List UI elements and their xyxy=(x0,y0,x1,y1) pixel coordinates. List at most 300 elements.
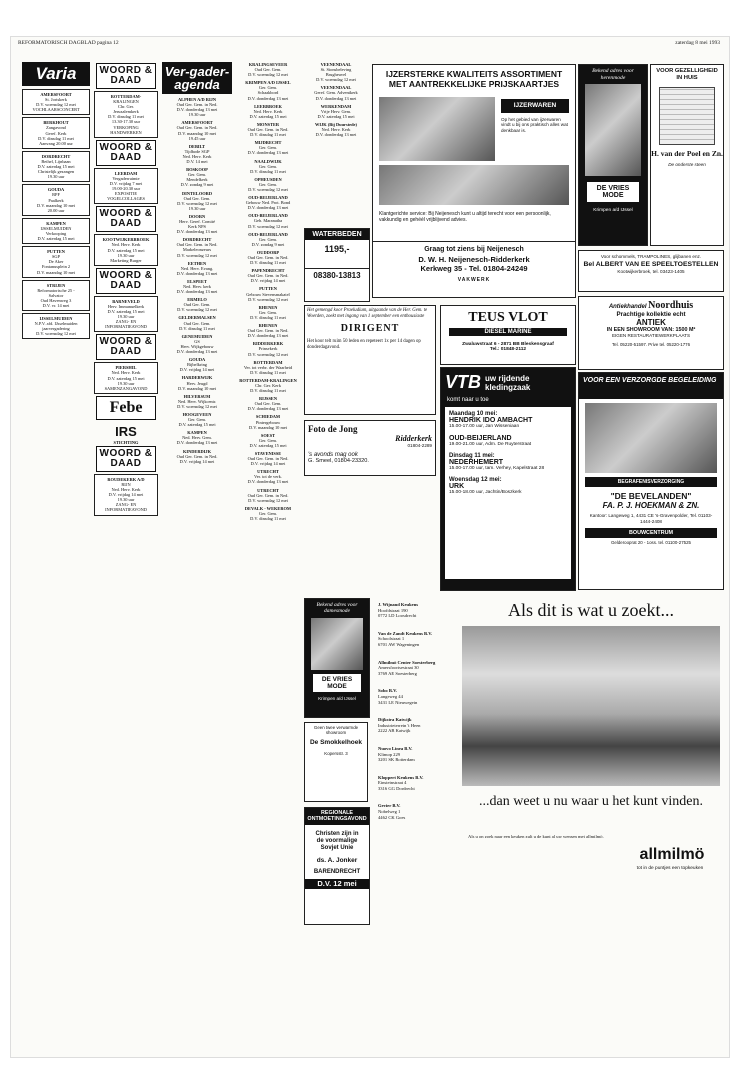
entry-line: St. Sionsbeleving xyxy=(320,67,352,73)
entry-line: D.V. donderdag 13 mei xyxy=(176,229,218,235)
begraaf-firm: FA. P. J. HOEKMAN & ZN. xyxy=(602,501,700,510)
woord-daad-logo: WOORD & DAAD xyxy=(96,334,156,360)
begraaf-photo xyxy=(585,403,717,473)
entry-line: D.V. woensdag 12 mei xyxy=(177,200,217,206)
vakwerk-logo: VAKWERK xyxy=(457,277,491,283)
entry-head: PUTTEN xyxy=(47,249,65,255)
dealer-name: J. Wijnand Keukens xyxy=(378,602,419,607)
vtb-title: uw rijdende kledingzaak xyxy=(485,373,531,392)
dirigent-role: DIRIGENT xyxy=(340,323,400,335)
entry-head: GOUDA xyxy=(188,357,206,363)
dealer-entry xyxy=(378,688,452,705)
teus-phone: Tel.: 01848-2112 xyxy=(489,347,527,352)
entry-line: D.V. donderdag 13 mei xyxy=(247,406,289,412)
entry-line: D.V. zaterdag 15 mei xyxy=(37,236,75,242)
entry-line: Oud Havenweg 3 xyxy=(40,297,72,303)
vtb-stop-place: NEDERHEMERT xyxy=(449,459,504,466)
entry-line: Tijdbode SGP xyxy=(184,148,210,154)
allmilmo-tagline: ...dan weet u nu waar u het kunt vinden. xyxy=(479,794,703,809)
entry-line: N.P.V. afd. IJsselmuiden xyxy=(34,321,78,327)
entry-head: DOORN xyxy=(188,213,206,219)
vtb-ad xyxy=(440,367,576,591)
dealer-entry xyxy=(378,746,452,763)
block-line: Ned. Herv. Kerk xyxy=(111,487,141,493)
stove-illustration xyxy=(659,87,715,145)
entry-head: ERMELO xyxy=(187,297,207,303)
noordhuis-line1: Prachtige kollektie echt xyxy=(616,311,686,318)
entry-head: WIJK (Bij Duurstede) xyxy=(315,121,357,127)
agenda-entry xyxy=(304,122,368,137)
noordhuis-line2: ANTIEK xyxy=(636,318,666,327)
agenda-entry xyxy=(162,97,232,117)
entry-head: HARDERWIJK xyxy=(181,375,213,381)
entry-line: D.V. woensdag 12 mei xyxy=(248,72,288,78)
dealer-name: Kloppert Keukens B.V. xyxy=(378,774,424,780)
entry-line: D.V. woensdag 12 mei xyxy=(248,497,288,503)
vtb-stop-time: 15.00-18.00 uur, Jachtin/Boszkerk xyxy=(449,490,522,495)
agenda-entry xyxy=(236,177,300,192)
entry-head: KRIMPEN A/D IJSSEL xyxy=(245,80,291,86)
vtb-stop-time: 15.00-17.00 uur, Jan Wisseniaan xyxy=(449,424,520,429)
dealer-address: Nobelweg 1 xyxy=(378,809,401,815)
block-line: RIJN xyxy=(121,482,131,487)
smokkelhoek-ad xyxy=(304,722,368,802)
entry-line: Oud Ger. Gem. in Ned. xyxy=(247,328,289,334)
ijzer-photo-2 xyxy=(379,165,569,205)
regionale-place: BARENDRECHT xyxy=(313,868,361,875)
agenda-entry xyxy=(304,62,368,82)
noordhuis-name: Noordhuis xyxy=(648,300,694,311)
entry-head: DINTELOORD xyxy=(181,190,212,196)
entry-line: Herv. Jeugd xyxy=(186,380,208,386)
dealer-list xyxy=(378,602,452,832)
entry-head: GENEMUIDEN xyxy=(181,333,213,339)
agenda-entry xyxy=(22,117,90,148)
agenda-entry xyxy=(162,430,232,445)
entry-line: D.V. woensdag 12 mei xyxy=(248,296,288,302)
agenda-entry xyxy=(236,195,300,210)
entry-line: Paalkerk xyxy=(48,197,64,203)
entry-head: RIDDERKERK xyxy=(252,341,284,347)
damesmode-photo xyxy=(311,618,363,670)
entry-head: BOSKOOP xyxy=(186,167,208,173)
regionale-line-1: de voormalige xyxy=(316,838,358,845)
dealer-name: Nuovo Linea B.V. xyxy=(378,745,413,751)
entry-line: Pintergebouw xyxy=(255,419,281,425)
block-line: D.V. zaterdag 15 mei xyxy=(107,308,145,314)
agenda-entry xyxy=(236,305,300,320)
agenda-entry xyxy=(236,414,300,429)
agenda-entry xyxy=(236,140,300,155)
entry-line: D.V. zaterdag 15 mei xyxy=(249,113,287,119)
entry-line: D.V. 14 mei xyxy=(186,159,208,165)
albert-van-ee-ad xyxy=(578,250,724,292)
entry-head: ALPHEN A/D RIJN xyxy=(177,97,217,102)
entry-head: OUD-BEIJERLAND xyxy=(248,213,288,219)
entry-line: Ver. tot verbr. der Waarheid xyxy=(243,364,293,370)
agenda-entry xyxy=(22,313,90,339)
agenda-column-2 xyxy=(236,62,300,1050)
entry-line: Ger. Gem. xyxy=(187,172,207,178)
entry-line: D.V. dinsdag 11 mei xyxy=(38,135,74,141)
block-line: INFORMATIEAVOND xyxy=(105,324,147,330)
vergader-title: Ver-gader-agenda xyxy=(162,62,232,94)
entry-line: D.V. woensdag 12 mei xyxy=(248,186,288,192)
entry-line: Oud Ger. Gem. in Ned. xyxy=(176,453,218,459)
foto-sub: Ridderkerk xyxy=(395,434,432,443)
vtb-stop-time: 15.00-17.00 uur, tam. Verhey, Kapelstraat 28 xyxy=(449,466,545,471)
entry-head: VEENENDAAL xyxy=(320,85,352,91)
entry-line: D.V. vrijdag 14 mei xyxy=(250,278,286,284)
entry-head: DORDRECHT xyxy=(182,237,212,243)
entry-line: D.V. donderdag 13 mei xyxy=(176,270,218,276)
entry-line: D.V. woensdag 12 mei xyxy=(177,307,217,313)
entry-head: PUTTEN xyxy=(259,286,277,292)
entry-line: Ned. Herv. Wijkcentr. xyxy=(177,398,217,404)
woord-daad-block xyxy=(94,362,158,393)
block-line: Ned. Herv. Kerk xyxy=(111,370,141,376)
waterbeden-phone: 08380-13813 xyxy=(305,268,369,280)
entry-line: D.V. donderdag 13 mei xyxy=(315,95,357,101)
woord-daad-block xyxy=(94,91,158,138)
entry-head: OUD-BEIJERLAND xyxy=(248,195,288,201)
vtb-stop-place: HENDRIK IDO AMBACHT xyxy=(449,417,533,424)
block-line: BARNEVELD xyxy=(112,298,140,304)
entry-line: Oud Ger. Gem. xyxy=(183,302,211,308)
entry-line: D.V. maandag 10 mei xyxy=(177,385,217,391)
entry-line: D.V. vr. 14 mei xyxy=(42,303,70,308)
block-line: Vergaderruimte xyxy=(112,175,140,181)
agenda-entry xyxy=(236,378,300,393)
entry-line: D.V. vrijdag 14 mei xyxy=(179,367,215,373)
entry-head: AMERSFOORT xyxy=(181,120,213,126)
entry-line: D.V. woensdag 12 mei xyxy=(248,223,288,229)
dealer-address: Industrieterrein 't Heen xyxy=(378,722,421,728)
agenda-entry xyxy=(236,360,300,375)
entry-line: Kerk NPS xyxy=(188,224,206,230)
entry-head: UTRECHT xyxy=(257,487,279,493)
herenmode-brand: DE VRIES MODE xyxy=(587,182,639,202)
smokkel-title: De Smokkelhoek xyxy=(309,739,363,747)
entry-line: Oud Ger. Gem. in Ned. xyxy=(247,273,289,279)
waterbeden-title: WATERBEDEN xyxy=(305,229,369,240)
entry-head: STAVENISSE xyxy=(254,451,282,456)
entry-line: D.V. donderdag 13 mei xyxy=(176,107,218,113)
entry-line: D.V. donderdag 13 mei xyxy=(176,289,218,295)
block-line: SAMENZANGAVOND xyxy=(104,385,148,391)
block-line: D.V. zaterdag 15 mei xyxy=(107,375,145,381)
entry-line: D.V. woensdag 12 mei xyxy=(36,102,76,108)
entry-line: St. Joriskerk xyxy=(45,97,67,103)
entry-line: Oud Ger. Gem. in Ned. xyxy=(247,492,289,498)
entry-line: Ger. Gem. xyxy=(258,510,278,516)
entry-line: Ger. Gem. xyxy=(258,181,278,187)
vtb-sub: komt naar u toe xyxy=(447,397,489,403)
entry-head: KRALINGSEVEER xyxy=(248,62,288,67)
agenda-entry xyxy=(236,506,300,521)
entry-line: D.V. zaterdag 15 mei xyxy=(249,442,287,448)
agenda-entry xyxy=(22,89,90,115)
entry-head: DEBILT xyxy=(188,143,206,149)
vergader-agenda-column xyxy=(162,62,232,1050)
dealer-name: Dijkstra Katwijk xyxy=(378,717,412,723)
allmilmo-logo: allmilmö xyxy=(639,846,705,863)
agenda-entry xyxy=(22,280,90,311)
entry-line: D.V. dinsdag 11 mei xyxy=(250,260,286,266)
dealer-entry xyxy=(378,602,452,619)
entry-line: 19.30 uur xyxy=(188,112,206,118)
entry-line: 20.00 uur xyxy=(47,207,65,213)
gezellig-sub: De onderste steen xyxy=(668,162,706,167)
begrafenis-ad xyxy=(578,372,724,590)
block-line: D.V. vrijdag 14 mei xyxy=(108,492,144,498)
entry-head: EETHEN xyxy=(187,260,207,266)
entry-head: UTRECHT xyxy=(257,469,279,475)
entry-line: Aanvang 20.00 uur xyxy=(39,140,73,146)
entry-head: RHENEN xyxy=(258,304,278,310)
entry-line: D.V. donderdag 13 mei xyxy=(315,132,357,138)
agenda-entry xyxy=(162,449,232,464)
entry-line: D.V. dinsdag 11 mei xyxy=(250,314,286,320)
entry-line: IJSSELMUIDEN xyxy=(40,225,72,231)
vtb-stop-day: Woensdag 12 mei: xyxy=(449,477,502,483)
entry-line: Herv. Geref. Comité xyxy=(179,218,215,224)
entry-line: D.V. donderdag 13 mei xyxy=(247,205,289,211)
entry-line: D.V. maandag 10 mei xyxy=(248,424,288,430)
agenda-entry xyxy=(236,122,300,137)
block-line: Herv. Immanuelkerk xyxy=(107,303,145,309)
entry-line: Bijbelkring xyxy=(186,362,207,368)
agenda-entry xyxy=(236,213,300,228)
entry-line: Ned. Herv. Kerk xyxy=(321,127,351,133)
ijzer-photo-1 xyxy=(379,97,495,161)
damesmode-title: Bekend adres voor damesmode xyxy=(316,602,358,615)
woord-daad-logo: WOORD & DAAD xyxy=(96,140,156,166)
neijenesch-head: Graag tot ziens bij Neijenesch xyxy=(424,246,524,253)
foto-name: G. Smeel, 01804-23320. xyxy=(308,458,369,464)
block-line: KRALINGEN xyxy=(113,99,139,105)
entry-head: DEVALK - WEKEROM xyxy=(244,505,292,511)
vtb-stop xyxy=(449,435,567,447)
entry-line: D.V. dinsdag 11 mei xyxy=(250,369,286,375)
dealer-name: Van de Zandt Keukens B.V. xyxy=(378,630,433,636)
entry-line: D.V. zaterdag 15 mei xyxy=(37,164,75,170)
entry-head: RIJSSEN xyxy=(258,396,278,402)
entry-line: D.V. zondag 9 mei xyxy=(180,182,214,188)
woord-daad-block xyxy=(94,168,158,205)
entry-line: Ger. Gem. xyxy=(258,85,278,91)
vtb-stop xyxy=(449,453,567,471)
entry-head: NAALDWIJK xyxy=(254,158,282,164)
block-line: KOOTWIJKERBROEK xyxy=(102,237,150,243)
vtb-stop-day: Maandag 10 mei: xyxy=(449,411,498,417)
gezellig-title: VOOR GEZELLIGHEID IN HUIS xyxy=(656,68,718,81)
entry-head: RHENEN xyxy=(258,323,278,329)
woord-daad-logo: WOORD & DAAD xyxy=(96,206,156,232)
entry-line: Oud Ger. Gem. xyxy=(183,195,211,201)
entry-line: Ger. Gem. xyxy=(258,145,278,151)
entry-line: Mendelkerk xyxy=(186,177,208,183)
waterbeden-ad xyxy=(304,228,370,302)
agenda-entry xyxy=(236,250,300,265)
entry-line: D.V. woensdag 12 mei xyxy=(177,403,217,409)
entry-line: Ger. Gem. xyxy=(258,163,278,169)
block-line: 19.30 uur xyxy=(117,314,135,320)
entry-line: D.V. maandag 10 mei xyxy=(177,130,217,136)
dealer-entry xyxy=(378,803,452,820)
agenda-entry xyxy=(162,297,232,312)
foto-line: 's avonds mag ook xyxy=(308,452,358,458)
block-line: 19.30 uur xyxy=(117,252,135,258)
ijzer-title: IJZERSTERKE KWALITEITS ASSORTIMENT MET AANTREKKELIJKE PRIJSKAARTJES xyxy=(385,69,563,89)
entry-line: Oud Ger. Gem. xyxy=(254,67,282,73)
agenda-entry xyxy=(162,334,232,354)
dealer-entry xyxy=(378,660,452,677)
block-line: Ned. Herv. Kerk xyxy=(111,242,141,248)
block-line: Jeruzalemkerk xyxy=(113,109,139,115)
albert-name: Bel ALBERT VAN EE SPEELTOESTELLEN xyxy=(583,261,719,268)
gezelligheid-ad xyxy=(650,64,724,246)
entry-line: Oud Ger. Gem. xyxy=(183,320,211,326)
agenda-entry xyxy=(22,246,90,277)
dealer-city: 3769 AE Soesterberg xyxy=(378,670,417,676)
noordhuis-lead: Antiekhandel xyxy=(608,304,647,310)
agenda-entry xyxy=(304,85,368,100)
kitchen-photo xyxy=(462,626,720,786)
foto-de-jong-ad xyxy=(304,420,436,476)
agenda-entry xyxy=(236,286,300,301)
dealer-address: Schoolstraat 1 xyxy=(378,636,405,642)
ijzer-text: Op het gebied van ijzerwaren vindt u bij ons praktisch alles wat denkbaar is. xyxy=(501,117,568,133)
dealer-name: Allmilmö Center Soesterberg xyxy=(378,659,436,665)
block-line: ZANG- EN xyxy=(115,319,137,325)
entry-line: Reformatorische 25 - xyxy=(37,287,75,293)
entry-line: D.V. donderdag 13 mei xyxy=(247,95,289,101)
waterbeden-price: 1195,- xyxy=(324,244,350,254)
entry-line: Oud Ger. Gem. xyxy=(254,401,282,407)
woord-daad-logo: WOORD & DAAD xyxy=(96,446,156,472)
entry-line: Gebouw Stevensmakatel xyxy=(246,291,290,297)
entry-line: D.V. maandag 10 mei xyxy=(36,269,76,275)
entry-line: D.V. dinsdag 11 mei xyxy=(250,132,286,138)
vtb-logo: VTB xyxy=(445,372,481,392)
agenda-entry xyxy=(236,232,300,247)
block-line: ROTTERDAM- xyxy=(110,94,142,99)
dealer-name: Gevier B.V. xyxy=(378,803,401,809)
albert-address: Kootwijkerbroek, tel. 03423-1405 xyxy=(617,268,685,274)
entry-head: MONSTER xyxy=(256,121,280,127)
irs-sub: STICHTING xyxy=(113,439,139,445)
dealer-entry xyxy=(378,775,452,792)
entry-head: GOUDA xyxy=(47,187,65,193)
entry-line: Ger. Gem. xyxy=(258,236,278,242)
woord-daad-logo: WOORD & DAAD xyxy=(96,63,156,89)
entry-line: Ned. Herv. Kerk xyxy=(253,108,283,114)
agenda-entry xyxy=(162,357,232,372)
damesmode-city: Krimpen a/d IJssel xyxy=(318,695,356,701)
woord-daad-column xyxy=(94,62,158,1050)
block-line: D.V. zaterdag 15 mei xyxy=(107,247,145,253)
entry-head: KAMPEN xyxy=(46,220,66,226)
irs-logo: IRS xyxy=(115,423,137,439)
dirigent-body: Het koor telt ruim 50 leden en repeteert 1x per 14 dagen op donderdagavond. xyxy=(307,339,421,350)
entry-head: SOEST xyxy=(260,432,276,438)
agenda-entry xyxy=(162,315,232,330)
dealer-address: Klimop 229 xyxy=(378,751,401,757)
regionale-date: D.V. 12 mei xyxy=(305,879,369,889)
entry-head: AMERSFOORT xyxy=(40,92,72,97)
block-line: PIERSHIL xyxy=(115,365,137,371)
vtb-stop xyxy=(449,477,567,495)
entry-line: D.V. vrijdag 14 mei xyxy=(179,458,215,464)
entry-line: D.V. woensdag 12 mei xyxy=(177,252,217,258)
vtb-stop xyxy=(449,411,567,429)
entry-line: 19.30 uur xyxy=(47,174,65,180)
entry-line: RPF xyxy=(52,192,60,198)
agenda-entry xyxy=(162,144,232,164)
entry-line: Geref. Kerk xyxy=(45,130,67,136)
ijzer-footer: Klantgerichte service: Bij Neijenesch kunt u altijd terecht voor een persoonlijk, vakkundig en gehéél vrijblijvend advies. xyxy=(379,211,551,223)
agenda-entry xyxy=(236,104,300,119)
entry-line: Geb. Maranatha xyxy=(253,218,283,224)
begraaf-foot2: Gelderooprat 20 - 1oss. tel. 01100-27525 xyxy=(611,540,691,546)
block-line: VERKOPING xyxy=(113,124,139,130)
entry-line: D.V. donderdag 13 mei xyxy=(176,349,218,355)
regionale-title: REGIONALE ONTMOETINGSAVOND xyxy=(305,808,369,825)
varia-title: Varia xyxy=(22,62,90,86)
agenda-entry xyxy=(236,159,300,174)
entry-line: Gebouw Ned. Prot. Bond xyxy=(245,200,291,206)
agenda-entry xyxy=(162,120,232,140)
entry-line: D.V. zondag 9 mei xyxy=(251,241,285,247)
dealer-address: Amersfoortsestraat 30 xyxy=(378,665,419,671)
block-line: 19.30 uur xyxy=(117,497,135,503)
allmilmo-logo-sub: tot in de puntjes een topkeuken xyxy=(636,866,704,871)
entry-line: D.V. dinsdag 11 mei xyxy=(250,516,286,522)
dealer-city: 2222 AB Katwijk xyxy=(378,728,411,734)
begraaf-name: "DE BEVELANDEN" xyxy=(610,491,692,501)
agenda-entry xyxy=(162,375,232,390)
herenmode-ad xyxy=(578,64,648,246)
entry-line: D.V. dinsdag 11 mei xyxy=(250,388,286,394)
block-line: VOGELCOLLAGES xyxy=(107,196,145,202)
agenda-entry xyxy=(162,412,232,427)
agenda-entry xyxy=(236,323,300,338)
begraaf-band: BEGRAFENISVERZORGING xyxy=(585,477,717,487)
agenda-entry xyxy=(236,433,300,448)
agenda-entry xyxy=(162,237,232,257)
entry-line: GS xyxy=(194,338,200,344)
entry-head: ROTTERDAM-KRALINGEN xyxy=(239,377,297,383)
entry-line: D.V. dinsdag 11 mei xyxy=(250,168,286,174)
entry-head: OUD-BEIJERLAND xyxy=(248,231,288,237)
agenda-entry xyxy=(22,151,90,182)
dealer-name: Sobo B.V. xyxy=(378,688,397,694)
block-line: ZANG- EN xyxy=(115,502,137,508)
agenda-entry xyxy=(236,62,300,77)
agenda-entry xyxy=(236,268,300,283)
dealer-city: 3201 SK Rotterdam xyxy=(378,757,415,763)
entry-line: Ned. Herv. Evang. xyxy=(180,265,214,271)
noordhuis-phone: Tel. 05220-51597. Prive tel. 05220-1776 xyxy=(611,342,691,347)
entry-line: Ver. tot de verk. xyxy=(254,474,282,480)
regionale-line-0: Christen zijn in xyxy=(315,831,359,838)
entry-line: Herv. Wijkgebouw xyxy=(180,343,214,349)
entry-line: Salvator xyxy=(48,292,64,298)
agenda-entry xyxy=(162,191,232,211)
entry-head: KAMPEN xyxy=(187,430,207,436)
ijzerwaren-ad xyxy=(372,64,576,298)
